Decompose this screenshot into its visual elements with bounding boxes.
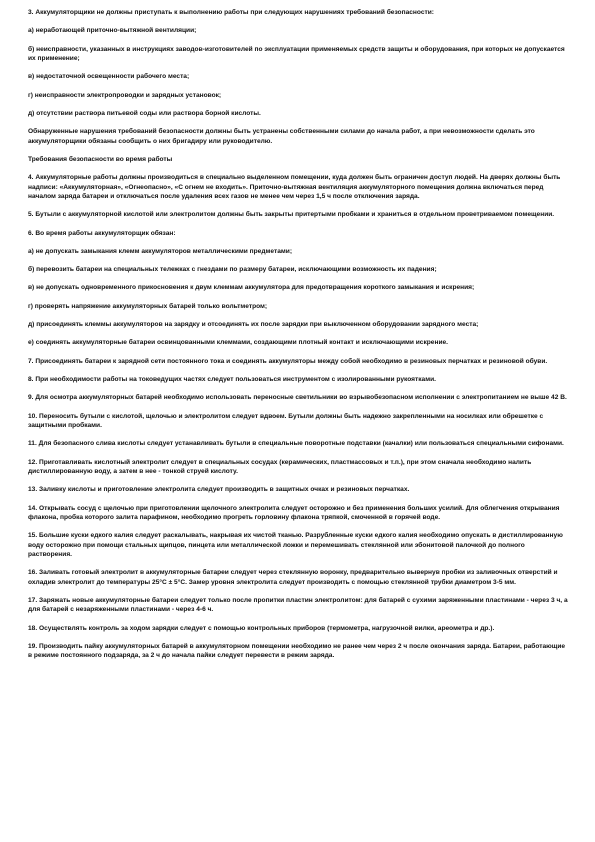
paragraph-item-3a: а) неработающей приточно-вытяжной вентиляции;: [28, 27, 197, 35]
paragraph-item-14: 14. Открывать сосуд с щелочью при приготовлении щелочного электролита следует осторожно и без применения больших усилий. Для облегчения открывания флакона, пробка которого залита парафином, необходимо прогреть горловину флакона тряпкой, смоченной в горячей воде.: [28, 504, 560, 521]
paragraph-item-3: 3. Аккумуляторщики не должны приступать к выполнению работы при следующих нарушениях требований безопасности:: [28, 9, 434, 16]
paragraph-item-15: 15. Большие куски едкого калия следует раскалывать, накрывая их чистой тканью. Разрубленные куски едкого калия необходимо опускать в дистиллированную воду осторожно при помощи стальных щипцов, пинцета или металлической ложки и перемешивать стеклянной или эбонитовой палочкой до полного растворения.: [28, 532, 563, 559]
paragraph-item-10: 10. Переносить бутыли с кислотой, щелочью и электролитом следует вдвоем. Бутыли должны быть надежно закрепленными на носилках или обрешетке с защитными пробками.: [28, 412, 544, 429]
paragraph-item-3e: д) отсутствии раствора питьевой соды или раствора борной кислоты.: [28, 109, 261, 117]
paragraph-item-12: 12. Приготавливать кислотный электролит следует в специальных сосудах (керамических, пластмассовых и т.п.), при этом сначала необходимо налить дистиллированную воду, а затем в нее - тонкой струей кислоту.: [28, 458, 532, 475]
paragraph-item-3b: б) неисправности, указанных в инструкциях заводов-изготовителей по эксплуатации применяемых средств защиты и оборудования, при которых не допускается их применение;: [28, 45, 565, 62]
paragraph-item-6f: е) соединять аккумуляторные батареи освинцованными клеммами, создающими плотный контакт и исключающими искрение.: [28, 339, 449, 347]
paragraph-item-3c: в) недостаточной освещенности рабочего места;: [28, 73, 190, 81]
paragraph-item-13: 13. Заливку кислоты и приготовление электролита следует производить в защитных очках и резиновых перчатках.: [28, 486, 410, 494]
paragraph-item-3d: г) неисправности электропроводки и зарядных установок;: [28, 91, 222, 99]
paragraph-item-5: 5. Бутыли с аккумуляторной кислотой или электролитом должны быть закрыты притертыми пробками и храниться в отдельном проветриваемом помещении.: [28, 211, 555, 219]
section-heading: Требования безопасности во время работы: [28, 155, 173, 163]
paragraph-item-17: 17. Заряжать новые аккумуляторные батареи следует только после пропитки пластин электролитом: для батарей с сухими заряженными пластинами - через 3 ч, а для батарей с незаряженными пластинами - через 4-6 ч.: [28, 597, 568, 614]
paragraph-item-11: 11. Для безопасного слива кислоты следует устанавливать бутыли в специальные поворотные подставки (качалки) или пользоваться специальными сифонами.: [28, 440, 564, 448]
paragraph-item-19: 19. Производить пайку аккумуляторных батарей в аккумуляторном помещении необходимо не ранее чем через 2 ч после окончания заряда. Батареи, работающие в режиме постоянного подзаряда, за 2 ч до начала пайки следует перевести в режим заряда.: [28, 643, 566, 660]
paragraph-item-9: 9. Для осмотра аккумуляторных батарей необходимо использовать переносные светильники во взрывобезопасном исполнении с электропитанием не выше 42 В.: [28, 394, 567, 402]
paragraph-item-6: 6. Во время работы аккумуляторщик обязан:: [28, 229, 176, 237]
paragraph-item-8: 8. При необходимости работы на токоведущих частях следует пользоваться инструментом с изолированными рукоятками.: [28, 375, 436, 383]
paragraph-item-18: 18. Осуществлять контроль за ходом зарядки следует с помощью контрольных приборов (термометра, нагрузочной вилки, ареометра и др.).: [28, 624, 495, 632]
paragraph-violations-note: Обнаруженные нарушения требований безопасности должны быть устранены собственными силами до начала работ, а при невозможности сделать это аккумуляторщики обязаны сообщить о них бригадиру или руководителю.: [28, 128, 535, 145]
paragraph-item-6d: г) проверять напряжение аккумуляторных батарей только вольтметром;: [28, 302, 268, 310]
paragraph-item-16: 16. Заливать готовый электролит в аккумуляторные батареи следует через стеклянную воронку, предварительно вывернув пробки из заливочных отверстий и охладив электролит до температуры 25°С ± 5°С. Замер уровня электролита следует производить с помощью стеклянной трубки диаметром 3-5 мм.: [28, 569, 558, 586]
document-page: [28, 8, 570, 834]
paragraph-item-6c: в) не допускать одновременного прикосновения к двум клеммам аккумулятора для предотвращения короткого замыкания и искрения;: [28, 284, 475, 292]
paragraph-item-6b: б) перевозить батареи на специальных тележках с гнездами по размеру батареи, исключающими возможность их падения;: [28, 266, 437, 274]
paragraph-item-7: 7. Присоединять батареи к зарядной сети постоянного тока и соединять аккумуляторы между собой необходимо в резиновых перчатках и резиновой обуви.: [28, 357, 548, 365]
paragraph-item-4: 4. Аккумуляторные работы должны производиться в специально выделенном помещении, куда должен быть ограничен доступ людей. На дверях должны быть надписи: «Аккумуляторная», «Огнеопасно», «С огнем не входить». Приточно-вытяжная вентиляция аккумуляторного помещения должна включаться перед началом заряда батареи и отключаться после удаления всех газов не менее чем через 1,5 ч после отключения заряда.: [28, 174, 561, 200]
paragraph-item-6e: д) присоединять клеммы аккумуляторов на зарядку и отсоединять их после зарядки при выключенном оборудовании зарядного места;: [28, 321, 479, 329]
paragraph-item-6a: а) не допускать замыкания клемм аккумуляторов металлическими предметами;: [28, 247, 293, 255]
